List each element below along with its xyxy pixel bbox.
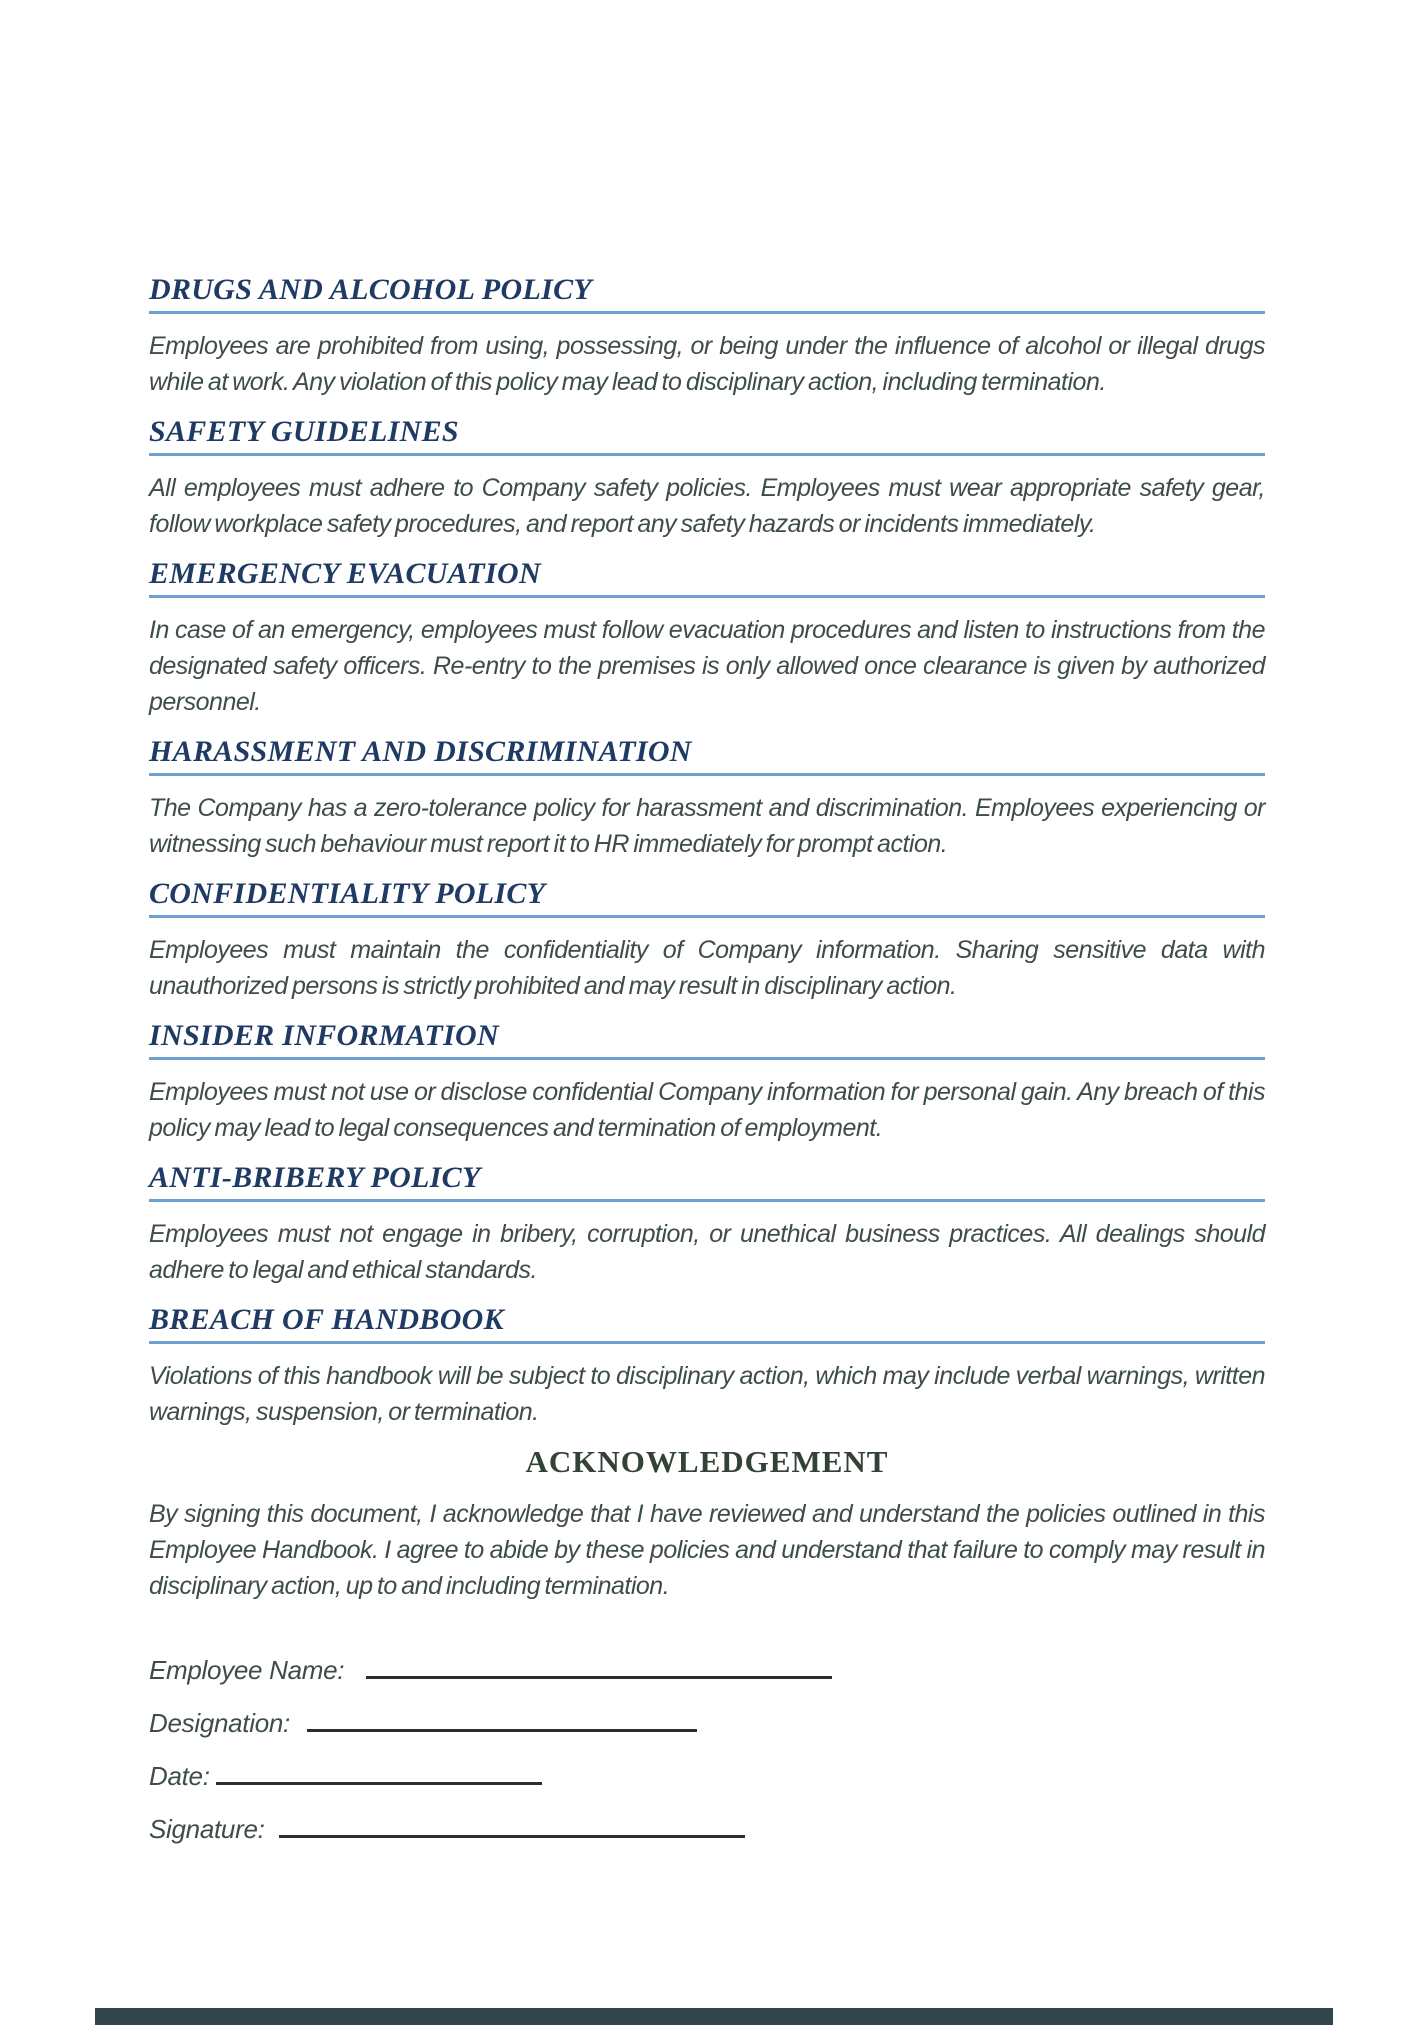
section-body: Employees must not engage in bribery, corruption, or unethical business practices. All dealings should adhere to legal and ethical standards. [149, 1220, 1265, 1284]
heading-rule [149, 773, 1265, 776]
section-heading: EMERGENCY EVACUATION [149, 557, 541, 590]
signature-block [149, 1652, 1265, 1847]
footer-bar [95, 2008, 1333, 2025]
section-body: Employees must maintain the confidentiality of Company information. Sharing sensitive data with unauthorized persons is strictly prohibited and may result in disciplinary action. [149, 936, 1265, 1000]
section-body: The Company has a zero-tolerance policy for harassment and discrimination. Employees experiencing or witnessing such behaviour must report it to HR immediately for prompt action. [149, 794, 1265, 858]
policy-section [149, 554, 1265, 720]
signature-field-row [149, 1811, 1265, 1847]
designation-label: Designation: [149, 1708, 290, 1738]
section-heading: BREACH OF HANDBOOK [149, 1303, 504, 1336]
employee-name-label: Employee Name: [149, 1655, 345, 1685]
policy-section [149, 1158, 1265, 1288]
section-body: Employees must not use or disclose confidential Company information for personal gain. Any breach of this policy may lead to legal consequences and termination of employment. [149, 1078, 1265, 1142]
employee-name-line[interactable] [366, 1656, 832, 1679]
date-line[interactable] [216, 1762, 542, 1785]
policy-section [149, 412, 1265, 542]
acknowledgement-section [149, 1442, 1265, 1604]
designation-line[interactable] [307, 1709, 697, 1732]
policy-section [149, 1300, 1265, 1430]
heading-rule [149, 311, 1265, 314]
signature-field-row [149, 1652, 1265, 1688]
section-body: Violations of this handbook will be subject to disciplinary action, which may include verbal warnings, written warnings, suspension, or termination. [149, 1362, 1265, 1426]
page-content [149, 270, 1265, 1864]
section-body: Employees are prohibited from using, possessing, or being under the influence of alcohol or illegal drugs while at work. Any violation of this policy may lead to disciplinary action, including termination. [149, 332, 1265, 396]
policy-section [149, 732, 1265, 862]
policy-section [149, 874, 1265, 1004]
signature-label: Signature: [149, 1814, 265, 1844]
heading-rule [149, 453, 1265, 456]
acknowledgement-body: By signing this document, I acknowledge that I have reviewed and understand the policies outlined in this Employee Handbook. I agree to abide by these policies and understand that failure to comply may result in disciplinary action, up to and including termination. [149, 1500, 1265, 1600]
section-heading: DRUGS AND ALCOHOL POLICY [149, 273, 593, 306]
heading-rule [149, 915, 1265, 918]
heading-rule [149, 1341, 1265, 1344]
signature-field-row [149, 1705, 1265, 1741]
section-heading: INSIDER INFORMATION [149, 1019, 499, 1052]
policy-section [149, 270, 1265, 400]
section-heading: ANTI-BRIBERY POLICY [149, 1161, 481, 1194]
heading-rule [149, 1057, 1265, 1060]
policy-section [149, 1016, 1265, 1146]
section-heading: CONFIDENTIALITY POLICY [149, 877, 546, 910]
date-label: Date: [149, 1761, 210, 1791]
section-heading: SAFETY GUIDELINES [149, 415, 459, 448]
section-body: In case of an emergency, employees must follow evacuation procedures and listen to instructions from the designated safety officers. Re-entry to the premises is only allowed once clearance is given by authorized personnel. [149, 616, 1265, 716]
signature-field-row [149, 1758, 1265, 1794]
acknowledgement-heading: ACKNOWLEDGEMENT [525, 1444, 889, 1479]
signature-line[interactable] [279, 1815, 745, 1838]
heading-rule [149, 595, 1265, 598]
section-heading: HARASSMENT AND DISCRIMINATION [149, 735, 692, 768]
section-body: All employees must adhere to Company safety policies. Employees must wear appropriate safety gear, follow workplace safety procedures, and report any safety hazards or incidents immediately. [149, 474, 1265, 538]
heading-rule [149, 1199, 1265, 1202]
